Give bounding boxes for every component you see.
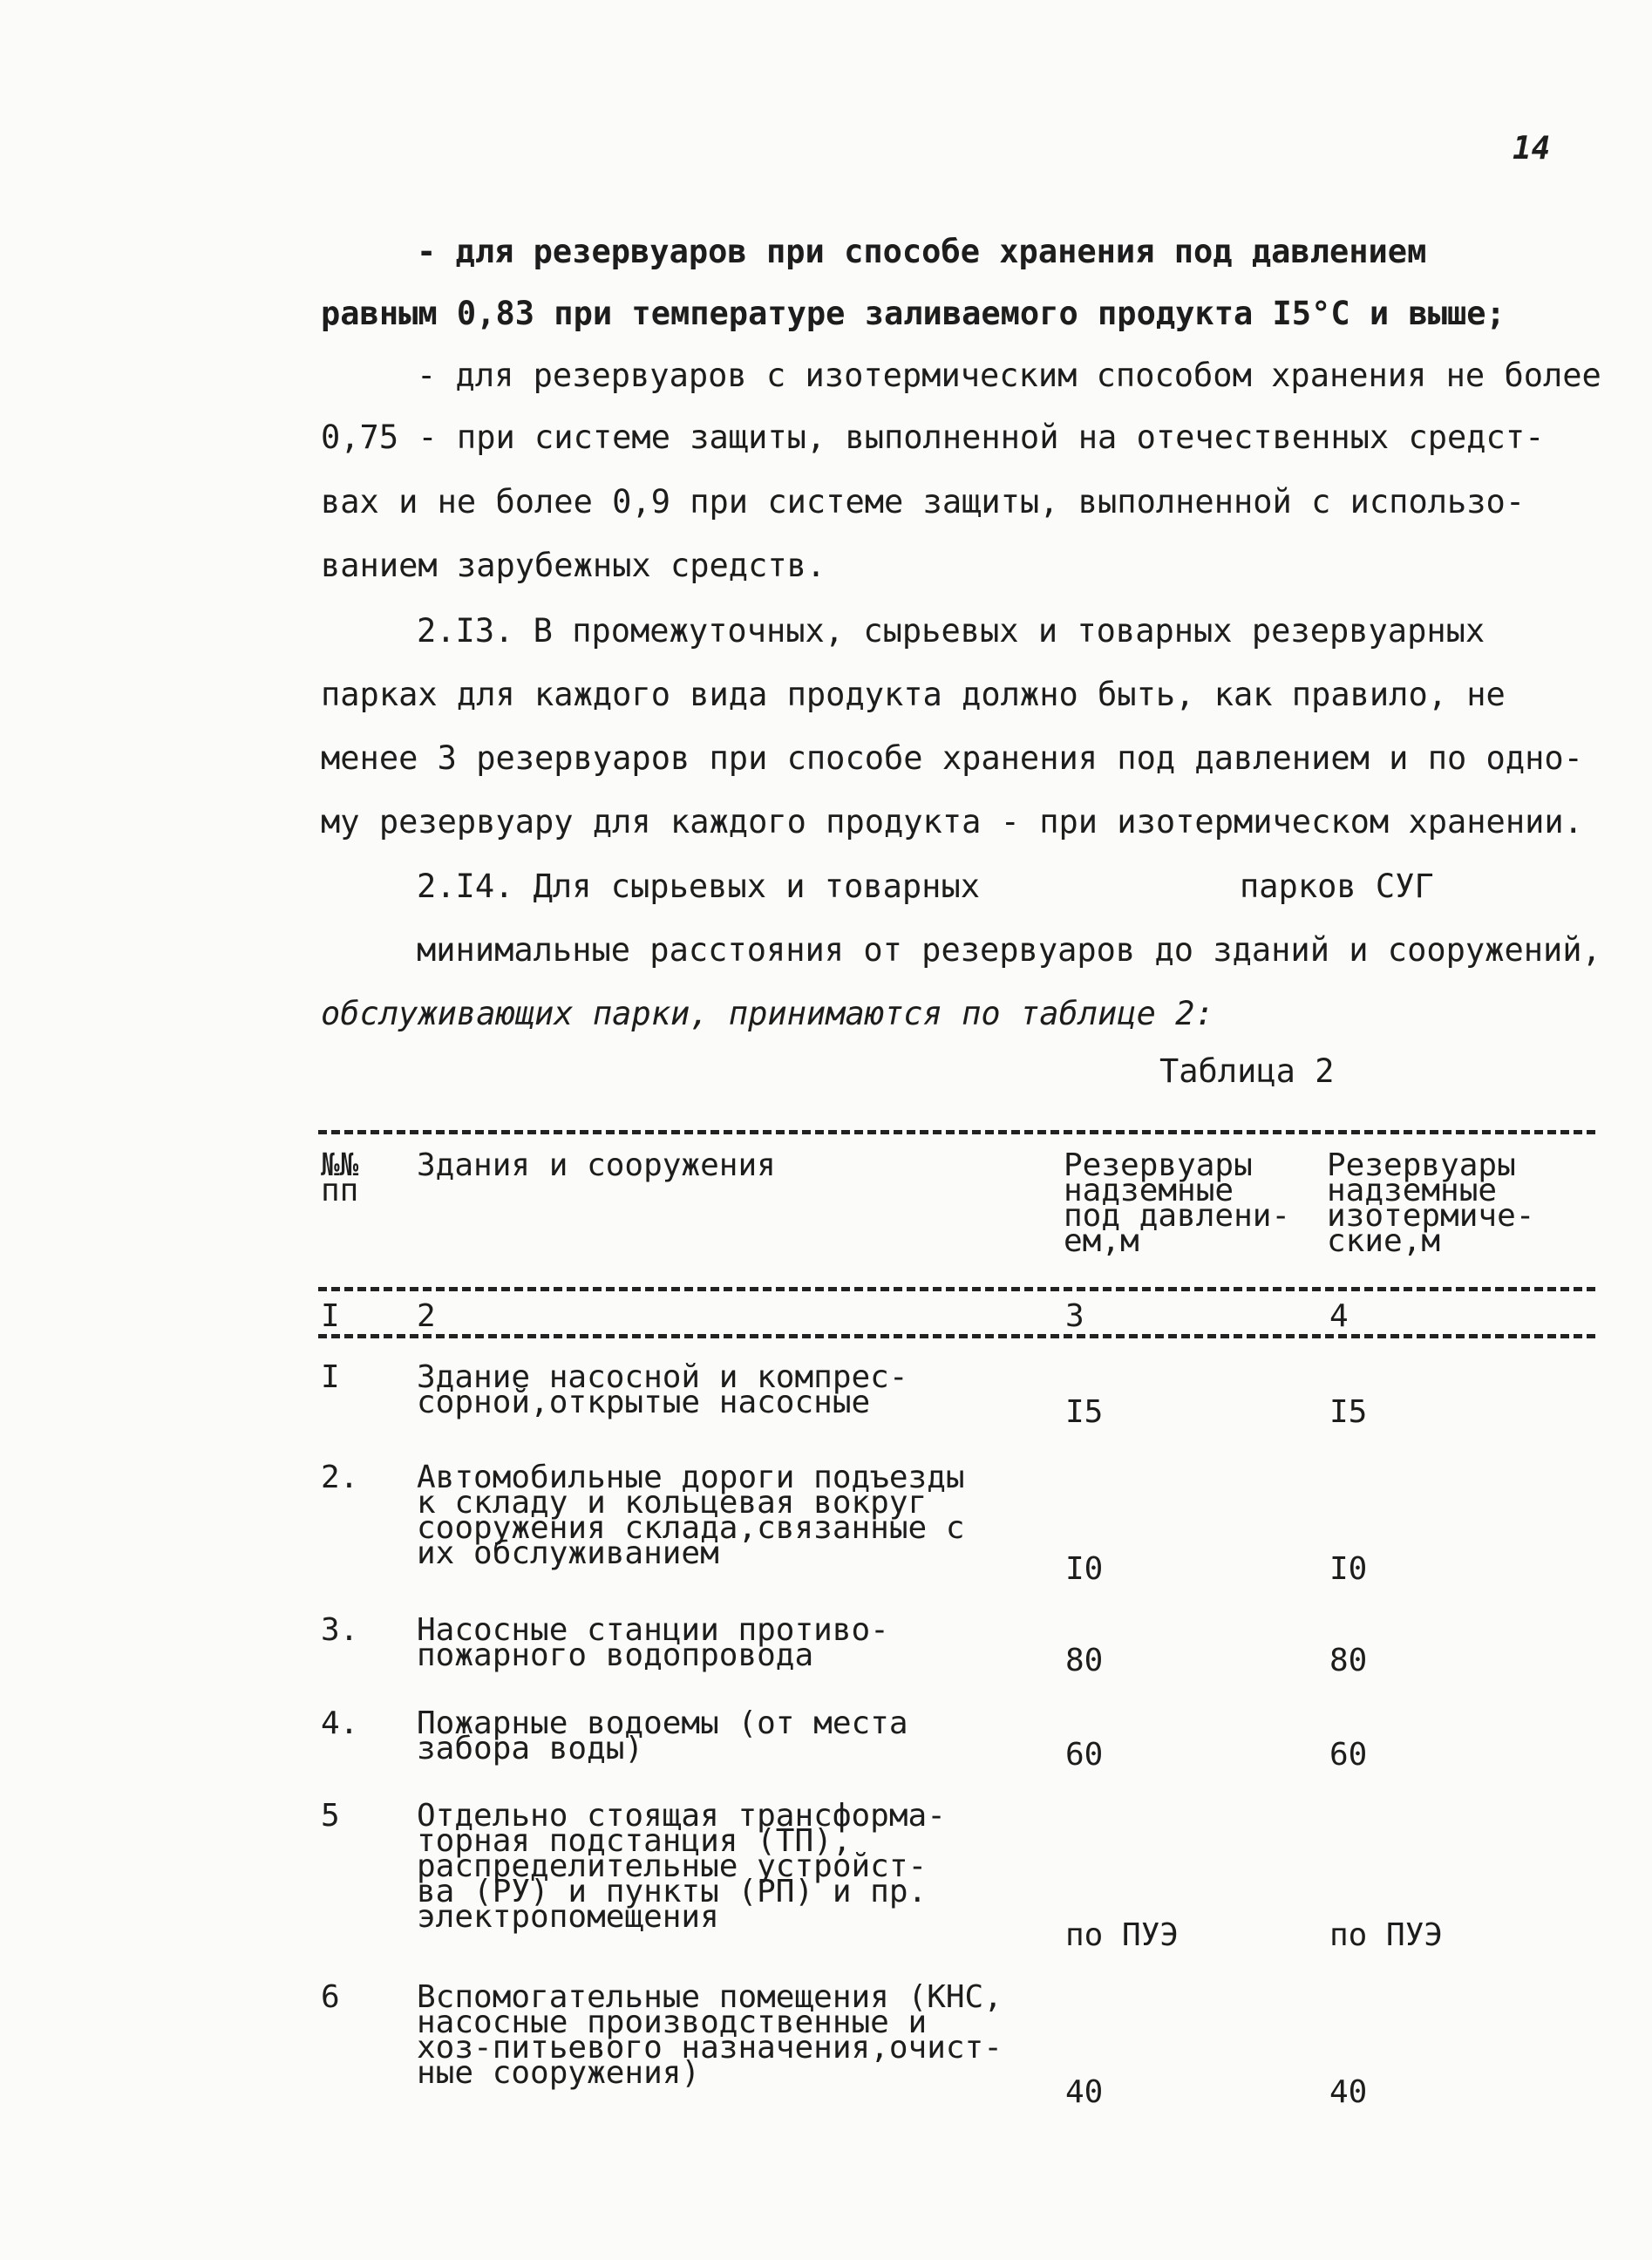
header-num: №№ пп (321, 1147, 359, 1208)
text-line: равным 0,83 при температуре заливаемого продукта I5°C и выше; (321, 295, 1506, 332)
text-line: вах и не более 0,9 при системе защиты, выполненной с использо- (321, 483, 1526, 521)
row-pressure: по ПУЭ (1065, 1917, 1180, 1953)
row-name: Пожарные водоемы (от места забора воды) (417, 1705, 908, 1766)
row-pressure: 80 (1065, 1643, 1104, 1678)
row-isothermal: по ПУЭ (1329, 1917, 1444, 1953)
column-number: 2 (417, 1298, 436, 1334)
table-caption: Таблица 2 (1159, 1052, 1335, 1090)
row-name: Отдельно стоящая трансформа- торная подстанция (ТП), распределительные устройст- ва (РУ) и пункты (РП) и пр. электропомещения (417, 1798, 946, 1935)
text-line: обслуживающих парки, принимаются по таблице 2: (321, 995, 1214, 1032)
row-pressure: 40 (1065, 2074, 1104, 2110)
row-isothermal: 60 (1329, 1737, 1368, 1773)
row-num: I (321, 1359, 340, 1395)
text-line: 2.I3. В промежуточных, сырьевых и товарных резервуарных (417, 612, 1485, 650)
column-number: I (321, 1298, 340, 1334)
row-num: 3. (321, 1612, 359, 1648)
page-number: 14 (1513, 131, 1551, 167)
row-num: 4. (321, 1705, 359, 1741)
text-line: 2.I4. Для сырьевых и товарных (417, 868, 981, 905)
row-isothermal: 80 (1329, 1643, 1368, 1678)
row-name: Вспомогательные помещения (КНС, насосные производственные и хоз-питьевого назначения,очист- ные сооружения) (417, 1979, 1003, 2091)
row-pressure: I0 (1065, 1551, 1104, 1587)
text-line: му резервуару для каждого продукта - при изотермическом хранении. (321, 803, 1583, 841)
text-line: менее 3 резервуаров при способе хранения под давлением и по одно- (321, 739, 1583, 777)
header-pressure: Резервуары надземные под давлени- ем,м (1064, 1147, 1291, 1259)
table-rule (318, 1334, 1595, 1338)
text-line: - для резервуаров при способе хранения под давлением (417, 233, 1427, 270)
table-rule (318, 1287, 1595, 1291)
row-pressure: I5 (1065, 1394, 1104, 1430)
text-line: парках для каждого вида продукта должно быть, как правило, не (321, 676, 1506, 713)
column-number: 4 (1329, 1298, 1349, 1334)
row-num: 2. (321, 1460, 359, 1495)
row-num: 6 (321, 1979, 340, 2015)
text-line: минимальные расстояния от резервуаров до зданий и сооружений, (417, 931, 1601, 969)
row-name: Автомобильные дороги подъезды к складу и кольцевая вокруг сооружения склада,связанные с их обслуживанием (417, 1460, 965, 1571)
row-isothermal: 40 (1329, 2074, 1368, 2110)
row-name: Здание насосной и компрес- сорной,открытые насосные (417, 1359, 908, 1420)
column-number: 3 (1065, 1298, 1084, 1334)
row-isothermal: I0 (1329, 1551, 1368, 1587)
table-rule (318, 1130, 1595, 1134)
row-num: 5 (321, 1798, 340, 1834)
row-name: Насосные станции противо- пожарного водопровода (417, 1612, 889, 1673)
text-line: - для резервуаров с изотермическим способом хранения не более (417, 357, 1601, 394)
row-pressure: 60 (1065, 1737, 1104, 1773)
row-isothermal: I5 (1329, 1394, 1368, 1430)
text-line: ванием зарубежных средств. (321, 547, 826, 584)
text-line: парков СУГ (1240, 868, 1434, 905)
header-isothermal: Резервуары надземные изотермиче- ские,м (1327, 1147, 1535, 1259)
header-name: Здания и сооружения (417, 1147, 776, 1183)
text-line: 0,75 - при системе защиты, выполненной на отечественных средст- (321, 419, 1545, 456)
